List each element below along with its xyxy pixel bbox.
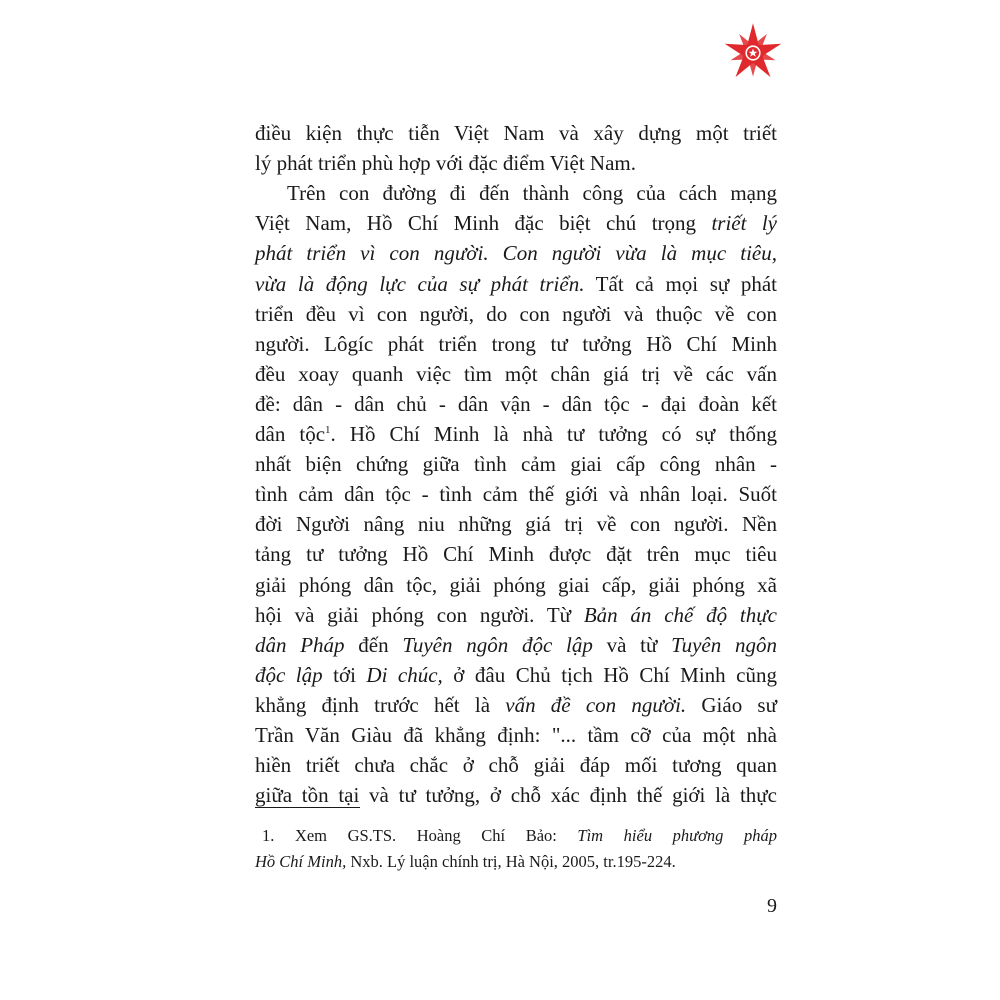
text-line: khẳng định trước hết là vấn đề con người. Giáo sư	[255, 692, 777, 717]
text-line: lý phát triển phù hợp với đặc điểm Việt Nam.	[255, 151, 636, 176]
page-number: 9	[767, 895, 777, 917]
footnote-line: Hồ Chí Minh, Nxb. Lý luận chính trị, Hà Nội, 2005, tr.195-224.	[255, 852, 676, 871]
text-line: đề: dân - dân chủ - dân vận - dân tộc - đại đoàn kết	[255, 391, 777, 416]
footnote-divider	[255, 807, 360, 808]
footnote-line: 1. Xem GS.TS. Hoàng Chí Bảo: Tìm hiểu phương pháp	[262, 826, 777, 845]
text-line: hiền triết chưa chắc ở chỗ giải đáp mối tương quan	[255, 753, 777, 778]
red-star-logo-icon	[722, 22, 784, 84]
text-line: nhất biện chứng giữa tình cảm giai cấp công nhân -	[255, 452, 777, 477]
text-line: giữa tồn tại và tư tưởng, ở chỗ xác định thế giới là thực	[255, 783, 777, 808]
footnote-reference: 1	[325, 424, 331, 436]
text-line: đời Người nâng niu những giá trị về con người. Nền	[255, 512, 777, 537]
text-line: giải phóng dân tộc, giải phóng giai cấp, giải phóng xã	[255, 572, 777, 597]
text-line: Trần Văn Giàu đã khẳng định: "... tầm cỡ của một nhà	[255, 723, 777, 747]
text-line: vừa là động lực của sự phát triển. Tất cả mọi sự phát	[255, 271, 777, 296]
text-line: tảng tư tưởng Hồ Chí Minh được đặt trên mục tiêu	[255, 542, 777, 567]
text-line: dân tộc$^1$. Hồ Chí Minh là nhà tư tưởng có sự thống	[255, 422, 777, 446]
text-line: hội và giải phóng con người. Từ Bản án chế độ thực	[255, 602, 777, 627]
text-line: đều xoay quanh việc tìm một chân giá trị về các vấn	[255, 361, 777, 386]
text-line: phát triển vì con người. Con người vừa là mục tiêu,	[255, 241, 777, 266]
text-line: tình cảm dân tộc - tình cảm thế giới và nhân loại. Suốt	[255, 482, 777, 507]
text-line: Trên con đường đi đến thành công của cách mạng	[287, 181, 777, 206]
text-line: triển đều vì con người, do con người và thuộc về con	[255, 301, 777, 326]
text-line: người. Lôgíc phát triển trong tư tưởng Hồ Chí Minh	[255, 331, 777, 356]
text-line: điều kiện thực tiễn Việt Nam và xây dựng một triết	[255, 121, 777, 145]
text-line: độc lập tới Di chúc, ở đâu Chủ tịch Hồ Chí Minh cũng	[255, 662, 777, 687]
text-line: dân Pháp đến Tuyên ngôn độc lập và từ Tuyên ngôn	[255, 632, 777, 657]
text-line: Việt Nam, Hồ Chí Minh đặc biệt chú trọng triết lý	[255, 211, 777, 236]
